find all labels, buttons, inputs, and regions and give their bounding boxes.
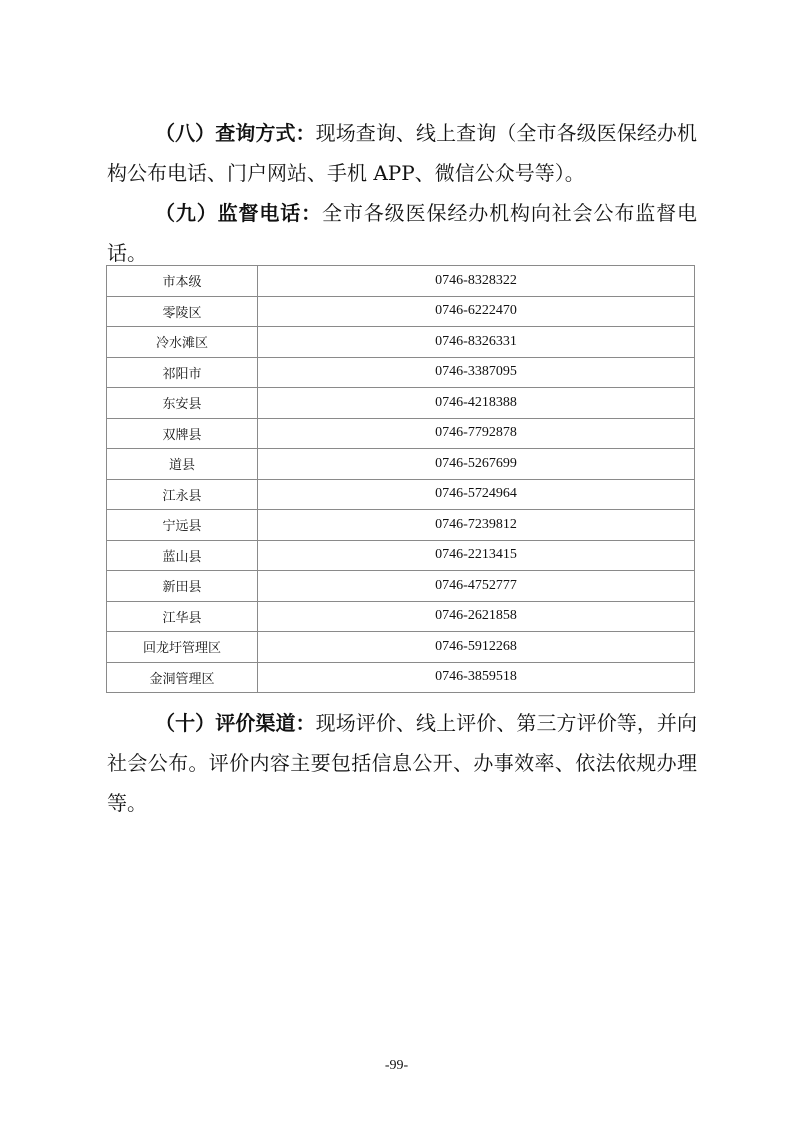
query-method-text: 现场查询、线上查询（全市各级医保经办机构公布电话、门户网站、手机 APP、微信公众号等）。 xyxy=(107,121,698,185)
phone-cell: 0746-3387095 xyxy=(258,357,695,388)
query-method-heading: （八）查询方式： xyxy=(155,121,316,145)
phone-cell: 0746-2621858 xyxy=(258,601,695,632)
table-row xyxy=(107,632,695,663)
region-cell: 道县 xyxy=(107,449,258,480)
table-row xyxy=(107,601,695,632)
region-cell: 祁阳市 xyxy=(107,357,258,388)
query-method-paragraph xyxy=(107,113,697,193)
region-cell: 冷水滩区 xyxy=(107,327,258,358)
phone-cell: 0746-5724964 xyxy=(258,479,695,510)
phone-cell: 0746-5267699 xyxy=(258,449,695,480)
table-row xyxy=(107,510,695,541)
evaluation-channel-heading: （十）评价渠道： xyxy=(155,711,316,735)
region-cell: 蓝山县 xyxy=(107,540,258,571)
table-row xyxy=(107,266,695,297)
phone-cell: 0746-8328322 xyxy=(258,266,695,297)
region-cell: 新田县 xyxy=(107,571,258,602)
region-cell: 市本级 xyxy=(107,266,258,297)
table-row xyxy=(107,540,695,571)
table-row xyxy=(107,327,695,358)
table-row xyxy=(107,418,695,449)
phone-cell: 0746-4752777 xyxy=(258,571,695,602)
table-row xyxy=(107,388,695,419)
supervision-phone-table xyxy=(106,265,695,693)
phone-cell: 0746-4218388 xyxy=(258,388,695,419)
region-cell: 江永县 xyxy=(107,479,258,510)
region-cell: 回龙圩管理区 xyxy=(107,632,258,663)
table-row xyxy=(107,662,695,693)
table-row xyxy=(107,449,695,480)
evaluation-channel-text: 现场评价、线上评价、第三方评价等，并向社会公布。评价内容主要包括信息公开、办事效率、依法依规办理等。 xyxy=(107,711,698,815)
region-cell: 东安县 xyxy=(107,388,258,419)
table-row xyxy=(107,357,695,388)
region-cell: 江华县 xyxy=(107,601,258,632)
region-cell: 宁远县 xyxy=(107,510,258,541)
evaluation-channel-paragraph xyxy=(107,703,697,823)
region-cell: 金洞管理区 xyxy=(107,662,258,693)
phone-cell: 0746-7792878 xyxy=(258,418,695,449)
region-cell: 零陵区 xyxy=(107,296,258,327)
table-row xyxy=(107,479,695,510)
table-row xyxy=(107,571,695,602)
page-number: -99- xyxy=(384,1058,409,1073)
supervision-phone-heading: （九）监督电话： xyxy=(155,201,323,225)
table-row xyxy=(107,296,695,327)
supervision-phone-paragraph xyxy=(107,193,697,273)
phone-cell: 0746-3859518 xyxy=(258,662,695,693)
phone-cell: 0746-8326331 xyxy=(258,327,695,358)
phone-cell: 0746-6222470 xyxy=(258,296,695,327)
phone-cell: 0746-5912268 xyxy=(258,632,695,663)
phone-cell: 0746-7239812 xyxy=(258,510,695,541)
phone-cell: 0746-2213415 xyxy=(258,540,695,571)
supervision-phone-text: 全市各级医保经办机构向社会公布监督电话。 xyxy=(107,201,698,265)
region-cell: 双牌县 xyxy=(107,418,258,449)
